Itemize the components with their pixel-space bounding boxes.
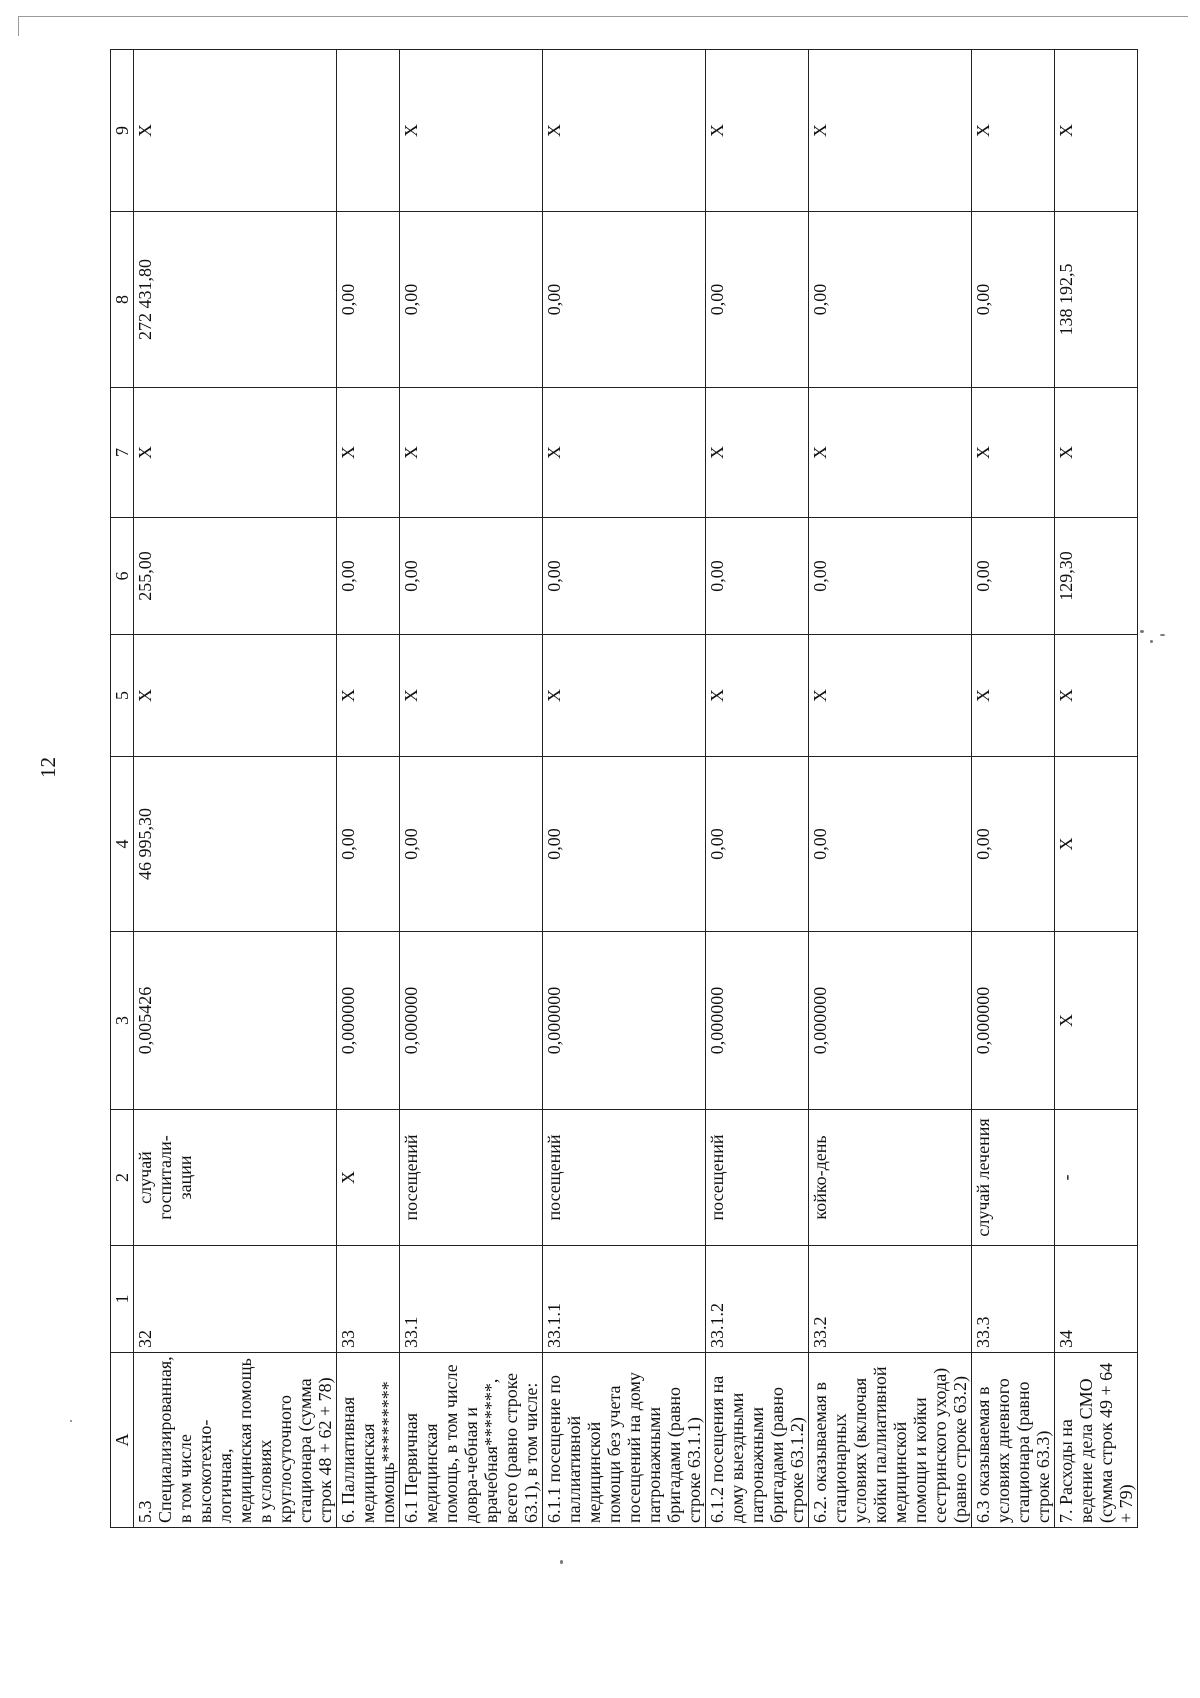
row-description: 5.3 Специализированная, в том числе высокотехно-логичная, медицинская помощь в условиях круглосуточного стационара (сумма строк 48 + 62 + 78) (134, 1353, 337, 1528)
row-number: 33.1.2 (706, 1246, 809, 1353)
value-cell: 0,00 (543, 757, 706, 932)
unit-cell: случай госпитали-зации (134, 1110, 337, 1246)
value-cell (337, 50, 400, 212)
value-cell: 0,00 (809, 518, 972, 635)
value-cell: X (706, 388, 809, 518)
table-row (337, 50, 400, 1528)
row-description: 6.3 оказываемая в условиях дневного стационара (равно строке 63.3) (972, 1353, 1055, 1528)
column-header: A (111, 1353, 134, 1528)
value-cell: 0,00 (400, 757, 543, 932)
unit-cell: посещений (400, 1110, 543, 1246)
value-cell: 255,00 (134, 518, 337, 635)
row-number: 32 (134, 1246, 337, 1353)
unit-cell: посещений (706, 1110, 809, 1246)
scan-speck (1140, 630, 1144, 633)
value-cell: 272 431,80 (134, 212, 337, 388)
value-cell: 0,00 (706, 518, 809, 635)
value-cell: 0,000000 (809, 932, 972, 1110)
value-cell: 0,00 (809, 212, 972, 388)
column-header: 1 (111, 1246, 134, 1353)
row-description: 6. Паллиативная медицинская помощь********* (337, 1353, 400, 1528)
value-cell: X (134, 388, 337, 518)
column-header: 8 (111, 212, 134, 388)
scan-edge-left (18, 16, 19, 36)
value-cell: 0,00 (972, 757, 1055, 932)
row-number: 33.1.1 (543, 1246, 706, 1353)
value-cell: 0,000000 (972, 932, 1055, 1110)
value-cell: X (543, 50, 706, 212)
value-cell: X (809, 388, 972, 518)
table-row (400, 50, 543, 1528)
scan-speck (1150, 640, 1153, 643)
row-description: 6.1.2 посещения на дому выездными патронажными бригадами (равно строке 63.1.2) (706, 1353, 809, 1528)
unit-cell: посещений (543, 1110, 706, 1246)
value-cell: 0,00 (706, 212, 809, 388)
column-header: 7 (111, 388, 134, 518)
value-cell: X (400, 388, 543, 518)
unit-cell: случай лечения (972, 1110, 1055, 1246)
value-cell: X (134, 50, 337, 212)
value-cell: X (134, 635, 337, 757)
table-header-row (111, 50, 134, 1528)
value-cell: X (1055, 635, 1138, 757)
row-number: 33.1 (400, 1246, 543, 1353)
value-cell: X (972, 635, 1055, 757)
row-number: 33.2 (809, 1246, 972, 1353)
scan-speck (70, 1420, 72, 1422)
unit-cell: X (337, 1110, 400, 1246)
value-cell: 0,00 (972, 518, 1055, 635)
scan-speck (1160, 634, 1165, 636)
value-cell: X (706, 635, 809, 757)
value-cell: X (972, 50, 1055, 212)
value-cell: 0,00 (337, 757, 400, 932)
scan-speck (560, 1560, 563, 1564)
column-header: 5 (111, 635, 134, 757)
page-number: 12 (36, 757, 60, 778)
column-header: 9 (111, 50, 134, 212)
value-cell: X (1055, 388, 1138, 518)
value-cell: X (543, 635, 706, 757)
column-header: 3 (111, 932, 134, 1110)
column-header: 6 (111, 518, 134, 635)
value-cell: X (337, 388, 400, 518)
value-cell: 0,00 (400, 212, 543, 388)
table-row (543, 50, 706, 1528)
value-cell: 0,00 (400, 518, 543, 635)
value-cell: X (972, 388, 1055, 518)
data-table (110, 49, 1138, 1528)
column-header: 2 (111, 1110, 134, 1246)
value-cell: X (706, 50, 809, 212)
unit-cell: - (1055, 1110, 1138, 1246)
value-cell: 0,00 (972, 212, 1055, 388)
value-cell: X (1055, 932, 1138, 1110)
value-cell: 0,00 (809, 757, 972, 932)
table-row (972, 50, 1055, 1528)
value-cell: X (809, 50, 972, 212)
value-cell: X (337, 635, 400, 757)
row-number: 33 (337, 1246, 400, 1353)
value-cell: X (400, 50, 543, 212)
row-description: 6.1 Первичная медицинская помощь, в том числе довра-чебная и врачебная*******, всего (равно строке 63.1), в том числе: (400, 1353, 543, 1528)
row-description: 7. Расходы на ведение дела СМО (сумма строк 49 + 64 + 79) (1055, 1353, 1138, 1528)
value-cell: 0,00 (706, 757, 809, 932)
rotated-table-container (110, 50, 1136, 1528)
value-cell: 0,000000 (400, 932, 543, 1110)
value-cell: X (1055, 757, 1138, 932)
value-cell: 0,005426 (134, 932, 337, 1110)
row-description: 6.2. оказываемая в стационарных условиях (включая койки паллиативной медицинской помощи и койки сестринского ухода) (равно строке 63.2) (809, 1353, 972, 1528)
value-cell: 0,00 (543, 212, 706, 388)
value-cell: X (809, 635, 972, 757)
table-row (809, 50, 972, 1528)
value-cell: 0,00 (337, 518, 400, 635)
value-cell: X (400, 635, 543, 757)
scan-edge-top (18, 16, 1188, 17)
row-number: 34 (1055, 1246, 1138, 1353)
value-cell: X (543, 388, 706, 518)
value-cell: 138 192,5 (1055, 212, 1138, 388)
unit-cell: койко-день (809, 1110, 972, 1246)
value-cell: 0,00 (337, 212, 400, 388)
row-number: 33.3 (972, 1246, 1055, 1353)
value-cell: 0,000000 (706, 932, 809, 1110)
table-row (706, 50, 809, 1528)
value-cell: 0,000000 (337, 932, 400, 1110)
value-cell: 129,30 (1055, 518, 1138, 635)
column-header: 4 (111, 757, 134, 932)
value-cell: 46 995,30 (134, 757, 337, 932)
row-description: 6.1.1 посещение по паллиативной медицинской помощи без учета посещений на дому патронажными бригадами (равно строке 63.1.1) (543, 1353, 706, 1528)
table-row (134, 50, 337, 1528)
value-cell: 0,000000 (543, 932, 706, 1110)
value-cell: 0,00 (543, 518, 706, 635)
value-cell: X (1055, 50, 1138, 212)
table-row (1055, 50, 1138, 1528)
